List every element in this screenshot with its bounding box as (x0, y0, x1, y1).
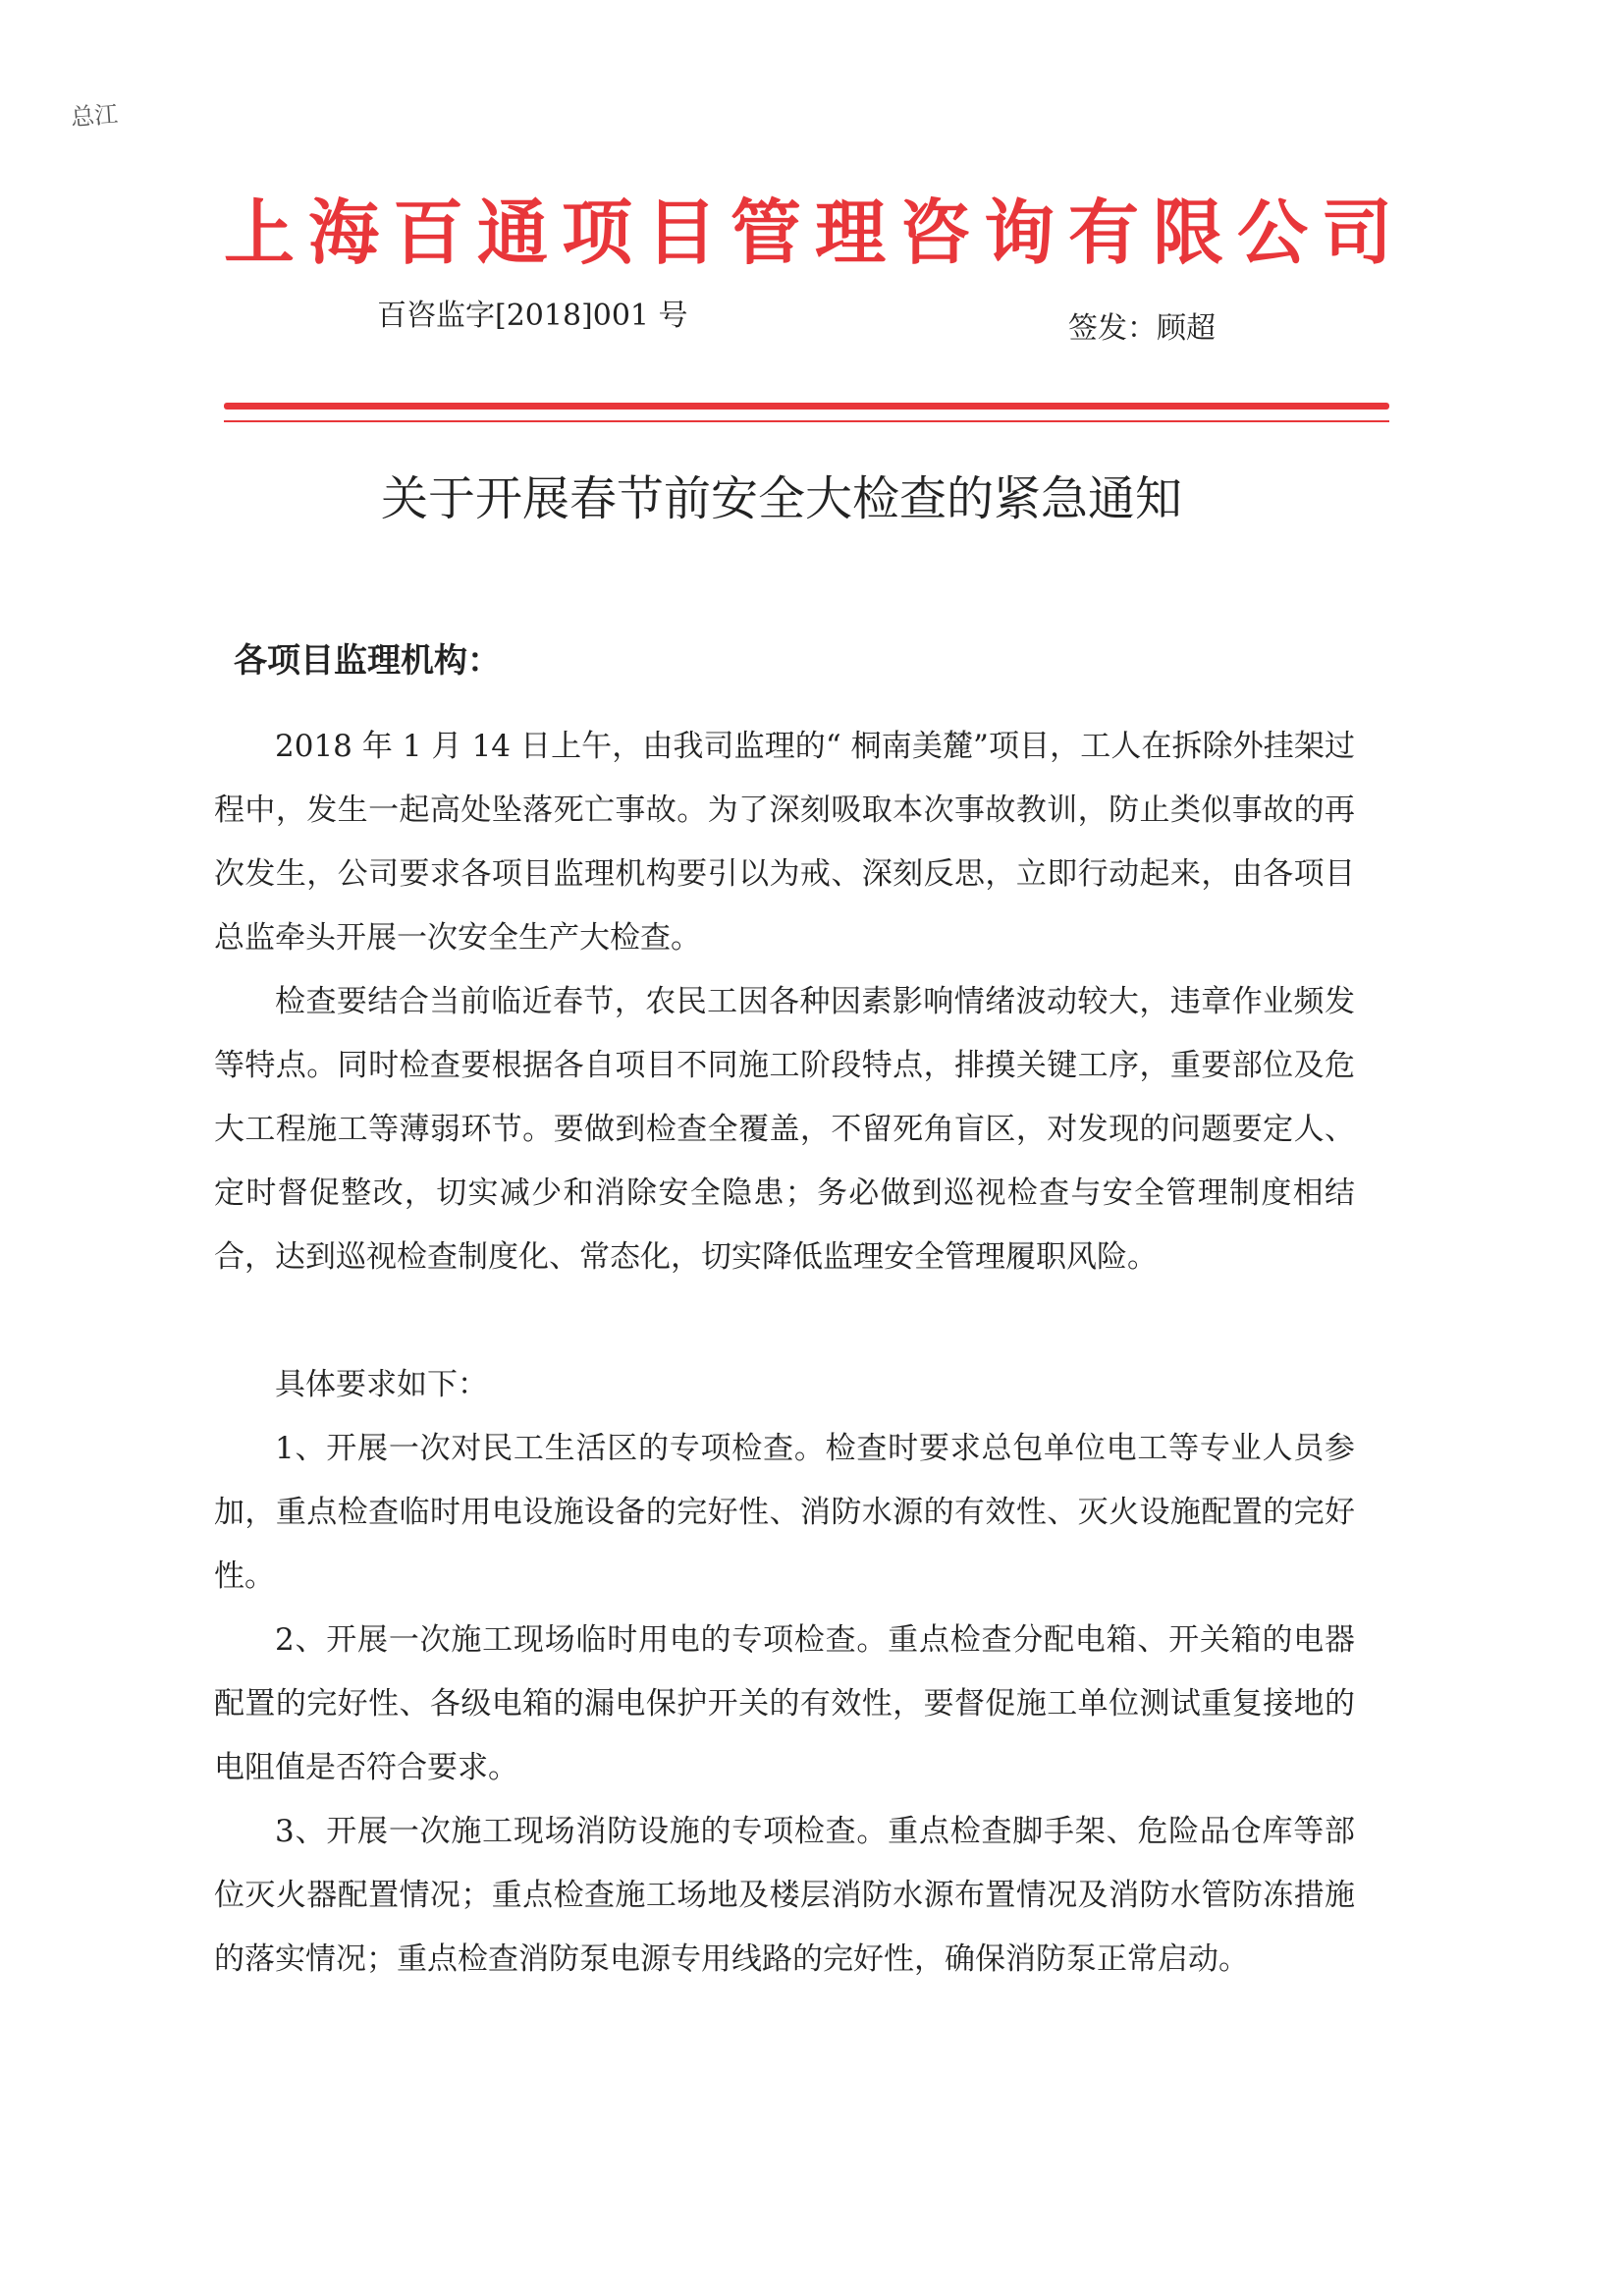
document-title: 关于开展春节前安全大检查的紧急通知 (381, 471, 1183, 526)
letterhead-divider-thick (224, 403, 1389, 410)
body-paragraph-1: 2018 年 1 月 14 日上午，由我司监理的“ 桐南美麓”项目，工人在拆除外挂架过程中，发生一起高处坠落死亡事故。为了深刻吸取本次事故教训，防止类似事故的再次发生，公司要求各项目监理机构要引以为戒、深刻反思，立即行动起来，由各项目总监牵头开展一次安全生产大检查。 (214, 729, 1355, 956)
body-paragraph-2: 检查要结合当前临近春节，农民工因各种因素影响情绪波动较大，违章作业频发等特点。同时检查要根据各自项目不同施工阶段特点，排摸关键工序，重要部位及危大工程施工等薄弱环节。要做到检查全覆盖，不留死角盲区，对发现的问题要定人、定时督促整改，切实减少和消除安全隐患；务必做到巡视检查与安全管理制度相结合，达到巡视检查制度化、常态化，切实降低监理安全管理履职风险。 (214, 984, 1355, 1275)
requirements-intro: 具体要求如下： (275, 1367, 488, 1402)
handwritten-note: 总江 (70, 100, 120, 132)
document-number: 百咨监字[2018]001 号 (377, 299, 688, 333)
salutation: 各项目监理机构： (234, 641, 501, 681)
requirement-item-1: 1、开展一次对民工生活区的专项检查。检查时要求总包单位电工等专业人员参加，重点检查临时用电设施设备的完好性、消防水源的有效性、灭火设施配置的完好性。 (214, 1431, 1355, 1594)
company-letterhead-title: 上海百通项目管理咨询有限公司 (224, 191, 1407, 274)
requirement-item-3: 3、开展一次施工现场消防设施的专项检查。重点检查脚手架、危险品仓库等部位灭火器配置情况；重点检查施工场地及楼层消防水源布置情况及消防水管防冻措施的落实情况；重点检查消防泵电源专用线路的完好性，确保消防泵正常启动。 (214, 1814, 1355, 1977)
issuer-signature: 签发：顾超 (1068, 311, 1216, 346)
requirement-item-2: 2、开展一次施工现场临时用电的专项检查。重点检查分配电箱、开关箱的电器配置的完好性、各级电箱的漏电保护开关的有效性，要督促施工单位测试重复接地的电阻值是否符合要求。 (214, 1622, 1355, 1785)
letterhead-divider-thin (224, 420, 1389, 422)
